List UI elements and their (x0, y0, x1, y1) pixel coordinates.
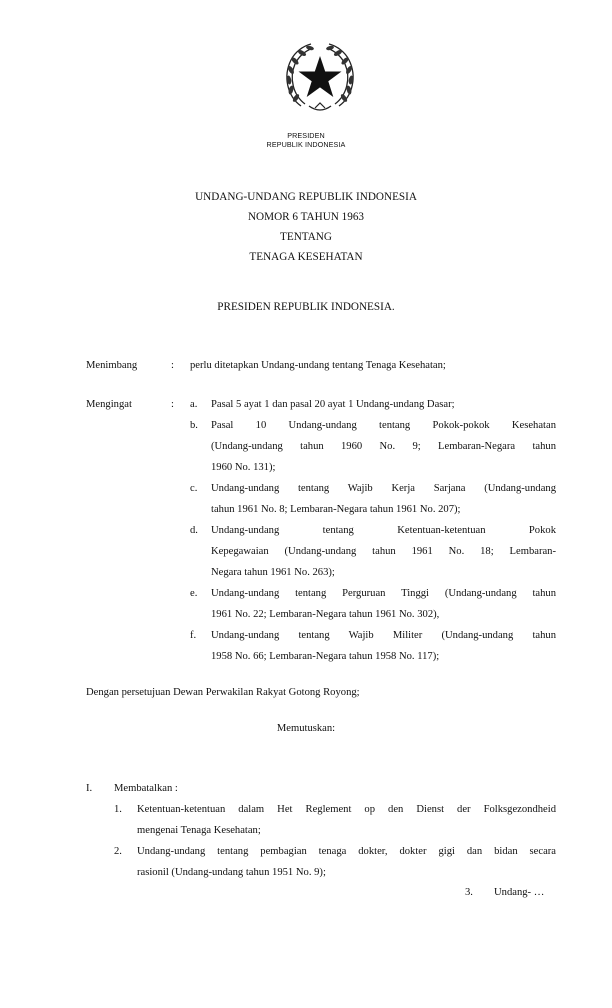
mengingat-item-text: tahun 1961 No. 8; Lembaran-Negara tahun 1961 No. 207); (211, 504, 461, 515)
mengingat-item-marker: b. (190, 420, 198, 431)
menimbang-label: Menimbang (86, 360, 138, 371)
mengingat-item-text: 1961 No. 22; Lembaran-Negara tahun 1961 No. 302), (211, 609, 440, 620)
mengingat-colon: : (171, 399, 174, 410)
persetujuan-text: Dengan persetujuan Dewan Perwakilan Rakyat Gotong Royong; (86, 687, 360, 698)
continuation-marker: 3. (465, 887, 473, 898)
emblem-caption-republik: REPUBLIK INDONESIA (266, 140, 346, 149)
section-title: Membatalkan : (114, 783, 178, 794)
section-item-marker: 1. (114, 804, 122, 815)
mengingat-item-text: Undang-undang tentang Perguruan Tinggi (Undang-undang tahun (211, 588, 556, 599)
section-item-text: rasionil (Undang-undang tahun 1951 No. 9); (137, 867, 326, 878)
law-tentang: TENTANG (280, 231, 332, 243)
mengingat-item-marker: d. (190, 525, 198, 536)
mengingat-item-text: 1960 No. 131); (211, 462, 276, 473)
continuation-text: Undang- … (494, 887, 545, 898)
mengingat-item-marker: c. (190, 483, 198, 494)
section-item-text: mengenai Tenaga Kesehatan; (137, 825, 261, 836)
menimbang-colon: : (171, 360, 174, 371)
mengingat-item-text: Negara tahun 1961 No. 263); (211, 567, 335, 578)
mengingat-item-text: (Undang-undang tahun 1960 No. 9; Lembaran-Negara tahun (211, 441, 556, 452)
issuer: PRESIDEN REPUBLIK INDONESIA. (217, 301, 395, 313)
mengingat-item-text: Undang-undang tentang Ketentuan-ketentuan Pokok (211, 525, 556, 536)
section-item-marker: 2. (114, 846, 122, 857)
mengingat-item-marker: e. (190, 588, 198, 599)
section-item-text: Ketentuan-ketentuan dalam Het Reglement op den Dienst der Folksgezondheid (137, 804, 556, 815)
mengingat-item-text: Undang-undang tentang Wajib Militer (Undang-undang tahun (211, 630, 556, 641)
mengingat-item-text: 1958 No. 66; Lembaran-Negara tahun 1958 No. 117); (211, 651, 440, 662)
memutuskan-heading: Memutuskan: (276, 723, 336, 734)
section-numeral: I. (86, 783, 93, 794)
law-title: UNDANG-UNDANG REPUBLIK INDONESIA (195, 191, 417, 203)
mengingat-item-text: Pasal 10 Undang-undang tentang Pokok-pokok Kesehatan (211, 420, 556, 431)
mengingat-item-marker: a. (190, 399, 198, 410)
section-item-text: Undang-undang tentang pembagian tenaga dokter, dokter gigi dan bidan secara (137, 846, 556, 857)
mengingat-item-text: Pasal 5 ayat 1 dan pasal 20 ayat 1 Undang-undang Dasar; (211, 399, 455, 410)
law-subject: TENAGA KESEHATAN (249, 251, 363, 263)
menimbang-text: perlu ditetapkan Undang-undang tentang Tenaga Kesehatan; (190, 360, 446, 371)
mengingat-item-marker: f. (190, 630, 197, 641)
mengingat-label: Mengingat (86, 399, 132, 410)
emblem-caption-presiden: PRESIDEN (287, 131, 325, 140)
mengingat-item-text: Kepegawaian (Undang-undang tahun 1961 No. 18; Lembaran- (211, 546, 556, 557)
presidential-emblem-icon (281, 40, 359, 118)
law-number: NOMOR 6 TAHUN 1963 (247, 211, 365, 223)
mengingat-item-text: Undang-undang tentang Wajib Kerja Sarjana (Undang-undang (211, 483, 556, 494)
